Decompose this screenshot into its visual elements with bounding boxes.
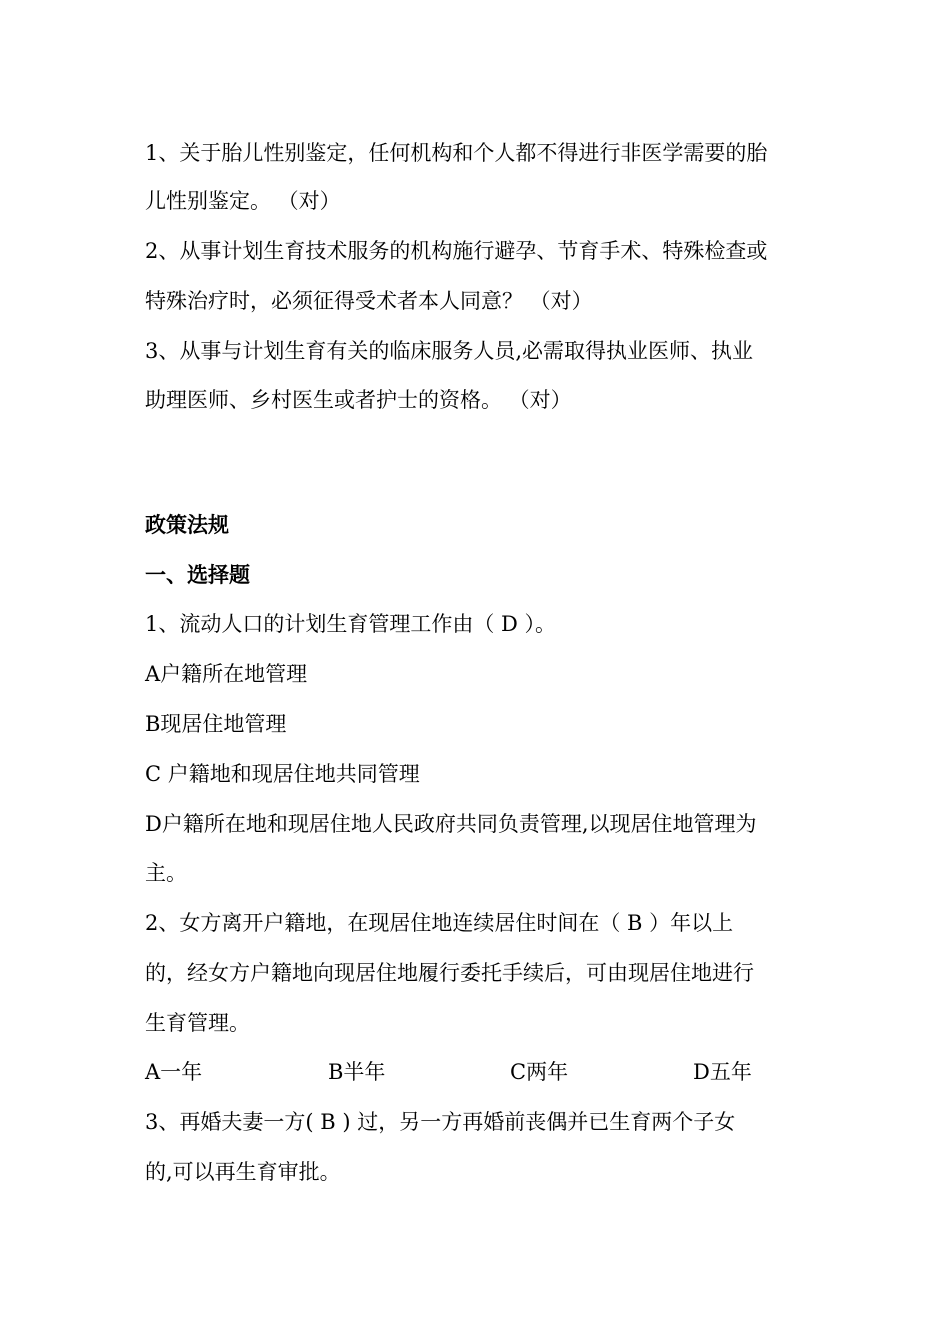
tf-item-2-line-2: 特殊治疗时，必须征得受术者本人同意？ （对） bbox=[145, 289, 593, 313]
q2-stem-line-2: 的，经女方户籍地向现居住地履行委托手续后，可由现居住地进行 bbox=[145, 961, 754, 985]
q1-option-d-line-1: D户籍所在地和现居住地人民政府共同负责管理,以现居住地管理为 bbox=[145, 812, 757, 836]
q2-stem-line-1: 2、女方离开户籍地，在现居住地连续居住时间在（ B ）年以上 bbox=[145, 911, 734, 935]
q1-option-a: A户籍所在地管理 bbox=[145, 662, 308, 686]
q2-option-a: A一年 bbox=[145, 1060, 203, 1084]
subsection-title: 一、选择题 bbox=[145, 563, 250, 587]
tf-item-1-line-2: 儿性别鉴定。 （对） bbox=[145, 189, 341, 213]
q3-stem-line-2: 的,可以再生育审批。 bbox=[145, 1160, 341, 1184]
q2-stem-line-3: 生育管理。 bbox=[145, 1011, 250, 1035]
q1-option-c: C 户籍地和现居住地共同管理 bbox=[145, 762, 420, 786]
q2-option-d: D五年 bbox=[693, 1060, 752, 1084]
tf-item-1-line-1: 1、关于胎儿性别鉴定，任何机构和个人都不得进行非医学需要的胎 bbox=[145, 141, 768, 165]
q2-option-c: C两年 bbox=[510, 1060, 569, 1084]
q1-option-d-line-2: 主。 bbox=[145, 861, 187, 885]
q1-option-b: B现居住地管理 bbox=[145, 712, 287, 736]
tf-item-2-line-1: 2、从事计划生育技术服务的机构施行避孕、节育手术、特殊检查或 bbox=[145, 239, 768, 263]
tf-item-3-line-2: 助理医师、乡村医生或者护士的资格。 （对） bbox=[145, 388, 572, 412]
q1-stem: 1、流动人口的计划生育管理工作由（ D ）。 bbox=[145, 612, 557, 636]
q2-option-b: B半年 bbox=[328, 1060, 386, 1084]
section-title: 政策法规 bbox=[145, 513, 229, 537]
q3-stem-line-1: 3、再婚夫妻一方( B ) 过，另一方再婚前丧偶并已生育两个子女 bbox=[145, 1110, 736, 1134]
tf-item-3-line-1: 3、从事与计划生育有关的临床服务人员,必需取得执业医师、执业 bbox=[145, 339, 754, 363]
